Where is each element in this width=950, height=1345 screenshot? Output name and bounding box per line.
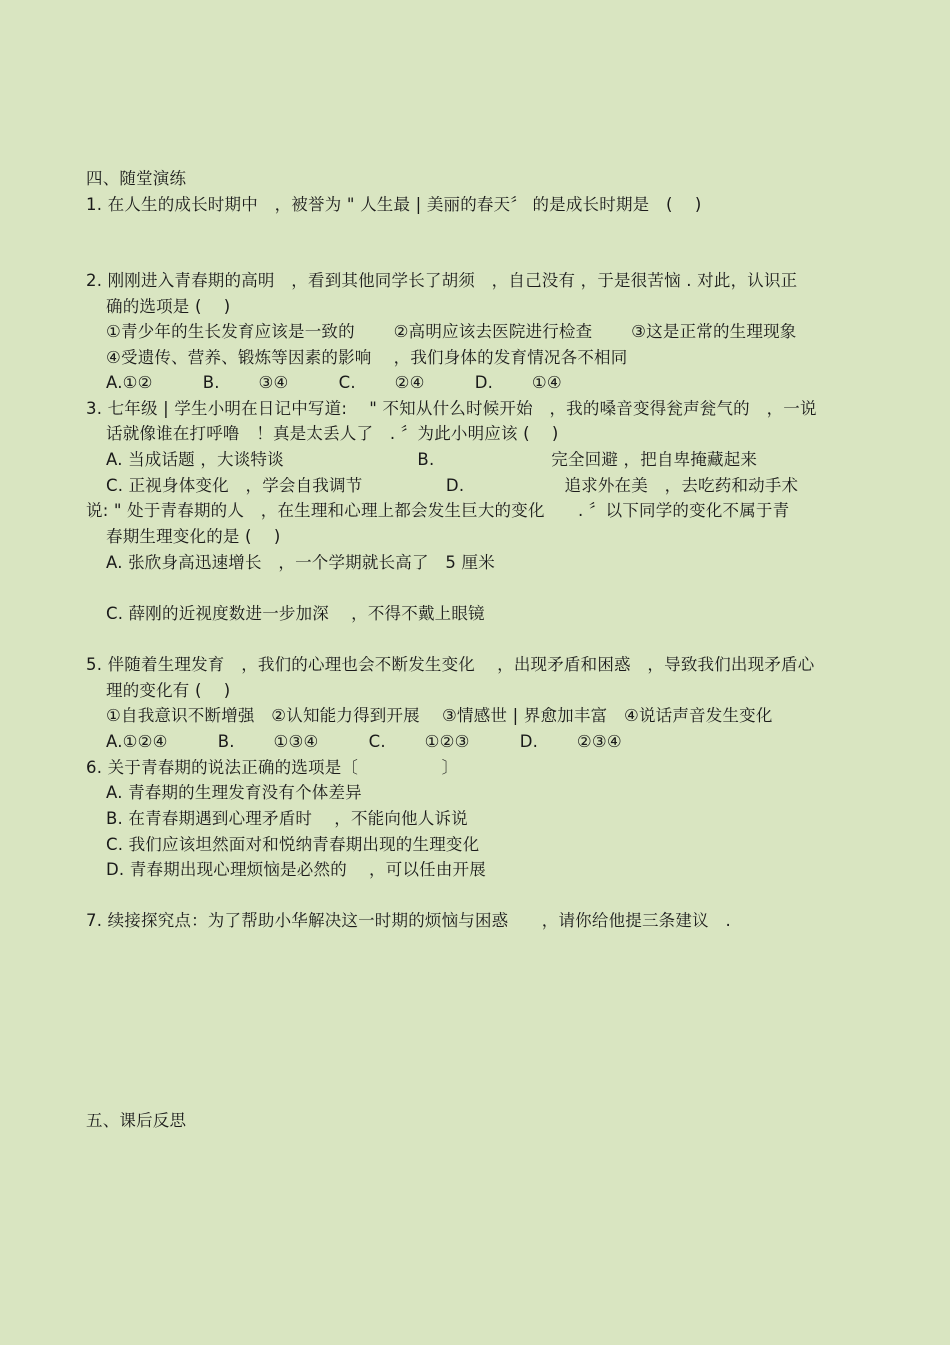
- question-2-stem-line1: 2. 刚刚进入青春期的高明 ，看到其他同学长了胡须 ，自己没有 ，于是很苦恼 . 对此，认识正: [86, 271, 798, 290]
- question-5-stem-line1: 5. 伴随着生理发育 ，我们的心理也会不断发生变化 ，出现矛盾和困惑 ，导致我们出现矛盾心: [86, 655, 815, 674]
- question-2-options-line1: ①青少年的生长发育应该是一致的 ②高明应该去医院进行检查 ③这是正常的生理现象: [106, 322, 797, 341]
- question-6-option-c: C. 我们应该坦然面对和悦纳青春期出现的生理变化: [106, 835, 480, 854]
- section-4-title: 四、随堂演练: [86, 169, 187, 188]
- question-3-options-cd: C. 正视身体变化 ，学会自我调节 D. 追求外在美 ，去吃药和动手术: [106, 476, 799, 495]
- question-3-stem-line1: 3. 七年级 | 学生小明在日记中写道: " 不知从什么时候开始 ，我的嗓音变得瓮声瓮气的 ，一说: [86, 399, 817, 418]
- section-5-title: 五、课后反思: [86, 1111, 187, 1130]
- question-7-stem: 7. 续接探究点：为了帮助小华解决这一时期的烦恼与困惑 ，请你给他提三条建议 .: [86, 911, 731, 930]
- question-2-stem-line2: 确的选项是 ( ): [106, 297, 231, 316]
- question-3-options-ab: A. 当成话题 ，大谈特谈 B. 完全回避 ，把自卑掩藏起来: [106, 450, 758, 469]
- question-3-stem-line2: 话就像谁在打呼噜 ！真是太丢人了 . 〞为此小明应该 ( ): [106, 424, 559, 443]
- question-4-option-c: C. 薛刚的近视度数进一步加深 ，不得不戴上眼镜: [106, 604, 485, 623]
- question-2-options-line2: ④受遗传、营养、锻炼等因素的影响 ，我们身体的发育情况各不相同: [106, 348, 628, 367]
- question-5-answers: A.①②④ B. ①③④ C. ①②③ D. ②③④: [106, 732, 622, 751]
- question-5-stem-line2: 理的变化有 ( ): [106, 681, 231, 700]
- question-4-stem-line2: 春期生理变化的是 ( ): [106, 527, 281, 546]
- question-5-options: ①自我意识不断增强 ②认知能力得到开展 ③情感世 | 界愈加丰富 ④说话声音发生变化: [106, 706, 773, 725]
- question-6-option-a: A. 青春期的生理发育没有个体差异: [106, 783, 362, 802]
- question-4-option-a: A. 张欣身高迅速增长 ，一个学期就长高了 5 厘米: [106, 553, 495, 572]
- question-6-option-b: B. 在青春期遇到心理矛盾时 ，不能向他人诉说: [106, 809, 468, 828]
- question-6-option-d: D. 青春期出现心理烦恼是必然的 ，可以任由开展: [106, 860, 486, 879]
- question-4-stem-line1: 说: " 处于青春期的人 ，在生理和心理上都会发生巨大的变化 . 〞以下同学的变化不属于青: [86, 501, 790, 520]
- question-1-stem: 1. 在人生的成长时期中 ，被誉为 " 人生最 | 美丽的春天〞 的是成长时期是 ( ): [86, 195, 702, 214]
- question-2-answers: A.①② B. ③④ C. ②④ D. ①④: [106, 373, 562, 392]
- question-6-stem: 6. 关于青春期的说法正确的选项是〔 〕: [86, 758, 459, 777]
